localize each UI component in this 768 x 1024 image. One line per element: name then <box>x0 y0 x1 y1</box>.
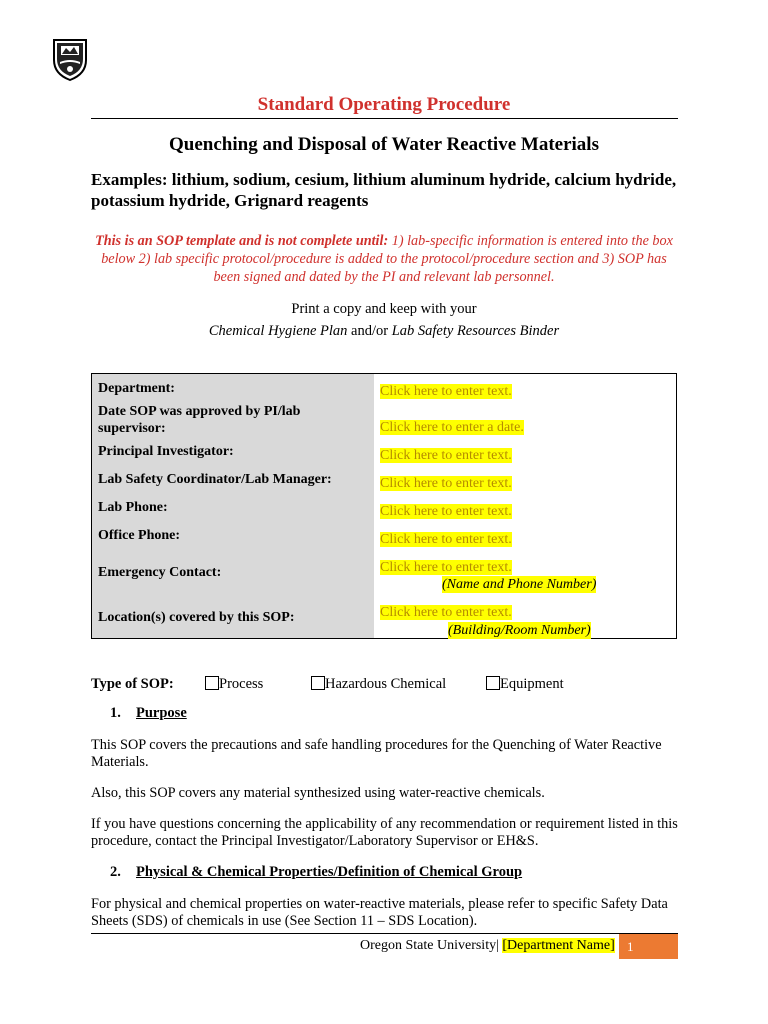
emergency-hint: (Name and Phone Number) <box>442 577 597 592</box>
sop-type-label: Type of SOP: <box>91 676 174 692</box>
process-checkbox[interactable] <box>205 676 219 690</box>
lab-phone-placeholder[interactable]: Click here to enter text. <box>380 504 512 519</box>
process-option: Process <box>219 676 264 692</box>
footer-divider <box>91 933 678 934</box>
footer-department: [Department Name] <box>502 938 615 953</box>
lab-coordinator-label: Lab Safety Coordinator/Lab Manager: <box>98 472 332 487</box>
section-2-title: Physical & Chemical Properties/Definition of Chemical Group <box>136 864 523 880</box>
lab-phone-field[interactable] <box>380 503 512 520</box>
location-field[interactable] <box>380 604 512 621</box>
office-phone-placeholder[interactable]: Click here to enter text. <box>380 532 512 547</box>
section-1-title: Purpose <box>136 705 187 721</box>
emergency-placeholder[interactable]: Click here to enter text. <box>380 560 512 575</box>
header-divider <box>91 118 678 119</box>
hazardous-chemical-checkbox[interactable] <box>311 676 325 690</box>
section-2-para-1: For physical and chemical properties on water-reactive materials, please refer to specific Safety Data Sheets (SDS) of chemicals in use (See Section 11 – SDS Location). <box>91 896 668 929</box>
section-1-para-3: If you have questions concerning the applicability of any recommendation or requirement listed in this procedure, contact the Principal Investigator/Laboratory Supervisor or EH&S. <box>91 816 678 849</box>
section-1-heading <box>110 705 187 722</box>
location-label: Location(s) covered by this SOP: <box>98 610 295 625</box>
lab-coordinator-field[interactable] <box>380 475 512 492</box>
pi-label: Principal Investigator: <box>98 444 234 459</box>
section-1-para-1: This SOP covers the precautions and safe handling procedures for the Quenching of Water Reactive Materials. <box>91 737 662 770</box>
print-instructions <box>0 298 768 342</box>
warning-rest: 1) lab-specific information is entered into the box below 2) lab specific protocol/procedure is added to the protocol/procedure section and 3) SOP has been signed and dated by the PI and relevant lab personnel. <box>101 233 673 285</box>
emergency-contact-label: Emergency Contact: <box>98 565 222 580</box>
chemical-hygiene-plan-text: Chemical Hygiene Plan <box>208 323 348 339</box>
print-line-1: Print a copy and keep with your <box>291 301 477 317</box>
section-1-para-2: Also, this SOP covers any material synthesized using water-reactive chemicals. <box>91 785 545 801</box>
location-hint: (Building/Room Number) <box>448 623 591 638</box>
print-line-2 <box>0 320 768 342</box>
office-phone-label: Office Phone: <box>98 528 181 543</box>
section-2-heading <box>110 864 522 881</box>
lab-info-table <box>91 373 677 639</box>
examples-text: Examples: lithium, sodium, cesium, lithium aluminum hydride, calcium hydride, potassium hydride, Grignard reagents <box>91 170 677 210</box>
department-field[interactable] <box>380 383 512 400</box>
date-approved-field[interactable] <box>380 419 524 436</box>
lab-safety-binder-text: Lab Safety Resources Binder <box>391 323 560 339</box>
sop-type-row <box>91 674 691 694</box>
date-approved-label: Date SOP was approved by PI/lab supervisor: <box>98 404 301 436</box>
department-placeholder[interactable]: Click here to enter text. <box>380 384 512 399</box>
section-1-number: 1. <box>110 705 121 721</box>
footer-org: Oregon State University| <box>360 938 499 953</box>
pi-placeholder[interactable]: Click here to enter text. <box>380 448 512 463</box>
equipment-checkbox[interactable] <box>486 676 500 690</box>
warning-bold: This is an SOP template and is not complete until: <box>95 233 389 249</box>
location-placeholder[interactable]: Click here to enter text. <box>380 605 512 620</box>
coordinator-placeholder[interactable]: Click here to enter text. <box>380 476 512 491</box>
lab-phone-label: Lab Phone: <box>98 500 168 515</box>
template-warning <box>88 232 680 286</box>
equipment-option: Equipment <box>500 676 564 692</box>
emergency-contact-field[interactable] <box>380 559 512 576</box>
section-2-number: 2. <box>110 864 121 880</box>
hazardous-chemical-option: Hazardous Chemical <box>325 676 447 692</box>
footer-text <box>360 937 615 955</box>
department-label: Department: <box>98 381 175 396</box>
and-or-text: and/or <box>347 323 392 339</box>
university-seal-icon <box>50 36 90 82</box>
page-number: 1 <box>619 934 678 959</box>
office-phone-field[interactable] <box>380 531 512 548</box>
pi-field[interactable] <box>380 447 512 464</box>
document-title: Quenching and Disposal of Water Reactive Materials <box>169 134 599 155</box>
header-title: Standard Operating Procedure <box>257 94 511 115</box>
date-placeholder[interactable]: Click here to enter a date. <box>380 420 524 435</box>
